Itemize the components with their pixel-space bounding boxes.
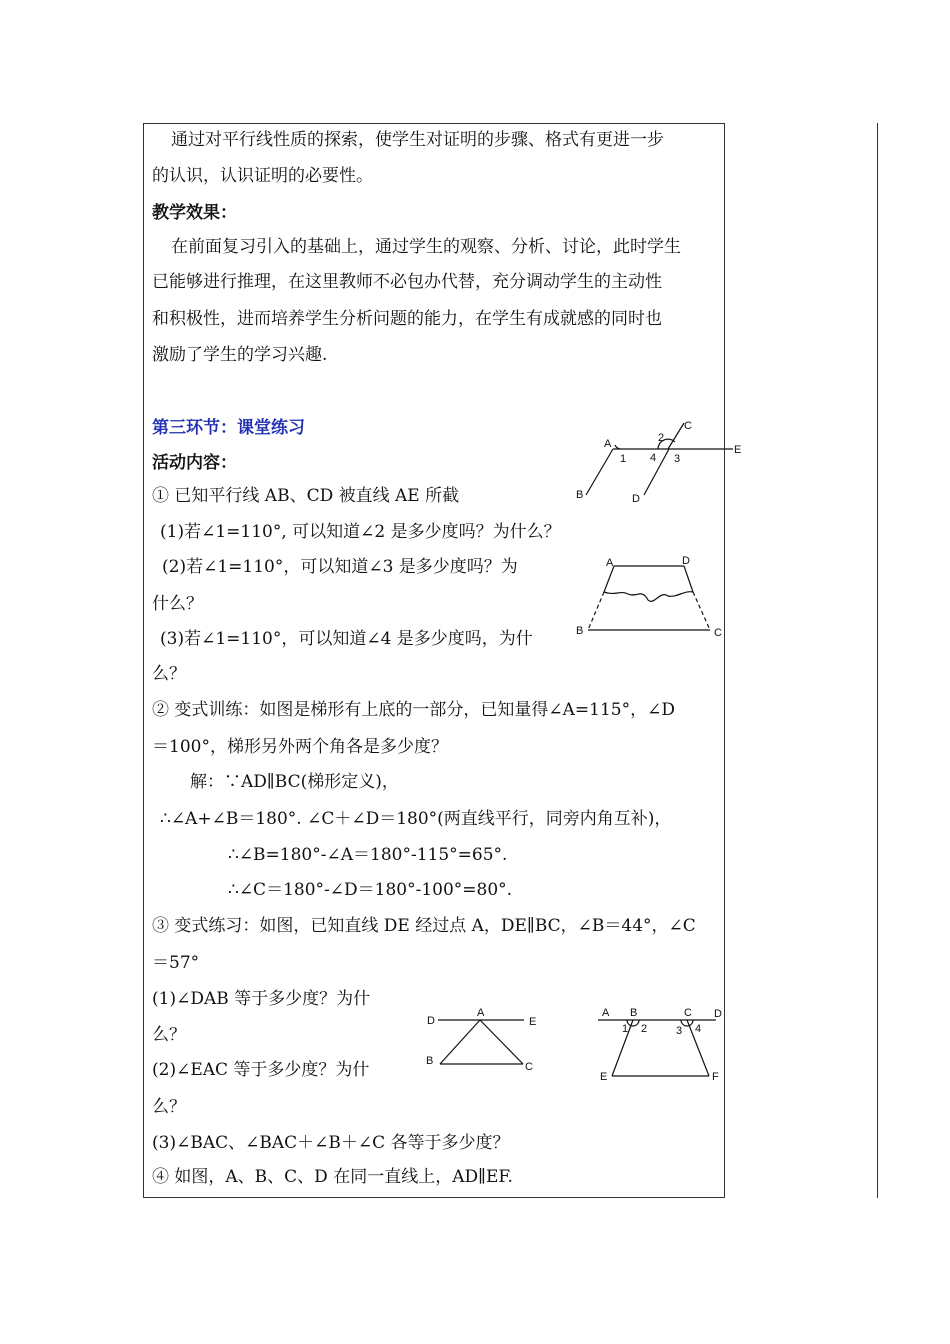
q2-solution2: ∴∠A+∠B＝180°. ∠C＋∠D＝180°(两直线平行，同旁内角互补)， [160,809,672,829]
paragraph1-line1: 通过对平行线性质的探索，使学生对证明的步骤、格式有更进一步 [171,130,664,150]
q2-line1: ② 变式训练：如图是梯形有上底的一部分，已知量得∠A=115°，∠D [152,700,675,720]
fig1-angle-1: 1 [620,453,627,465]
fig4-angle-3: 3 [676,1025,683,1037]
q2-solution3: ∴∠B=180°-∠A＝180°-115°=65°. [228,845,508,865]
fig3-label-B: B [426,1055,434,1067]
fig4-angle-1: 1 [622,1023,629,1035]
paragraph1-line2: 的认识，认识证明的必要性。 [152,166,373,186]
figure-parallel-lines [570,415,750,510]
q4-line1: ④ 如图，A、B、C、D 在同一直线上，AD∥EF. [152,1167,513,1187]
fig4-label-A: A [602,1007,610,1019]
fig4-angle-4: 4 [695,1023,702,1035]
effect-line1: 在前面复习引入的基础上，通过学生的观察、分析、讨论，此时学生 [171,237,681,257]
effect-heading: 教学效果： [152,203,237,223]
fig4-label-D: D [714,1008,722,1020]
fig2-label-C: C [714,627,722,639]
effect-line3: 和积极性，进而培养学生分析问题的能力，在学生有成就感的同时也 [152,309,662,329]
fig2-label-B: B [576,625,584,637]
activity-label: 活动内容： [152,453,237,473]
fig3-label-E: E [529,1016,537,1028]
q3-line2: ＝57° [152,953,200,973]
effect-line4: 激励了学生的学习兴趣. [152,345,328,365]
fig3-label-A: A [477,1007,485,1019]
effect-line2: 已能够进行推理，在这里教师不必包办代替，充分调动学生的主动性 [152,272,662,292]
fig4-label-E: E [600,1071,608,1083]
fig1-angle-3: 3 [674,453,681,465]
fig4-label-B: B [630,1007,638,1019]
fig4-label-C: C [684,1007,692,1019]
fig2-label-A: A [606,557,614,569]
q3-sub3: (3)∠BAC、∠BAC＋∠B＋∠C 各等于多少度？ [152,1133,510,1153]
fig1-label-A: A [604,438,612,450]
q3-sub2-a: (2)∠EAC 等于多少度？为什 [152,1060,370,1080]
fig4-label-F: F [712,1071,719,1083]
q3-sub2-b: 么？ [152,1097,186,1117]
q2-solution1: 解：∵AD∥BC(梯形定义)， [190,772,399,792]
q3-sub1-b: 么？ [152,1025,186,1045]
fig1-label-E: E [734,444,742,456]
q3-line1: ③ 变式练习：如图，已知直线 DE 经过点 A，DE∥BC，∠B＝44°，∠C [152,916,696,936]
q3-sub1-a: (1)∠DAB 等于多少度？为什 [152,989,371,1009]
section-heading: 第三环节：课堂练习 [152,418,305,438]
fig1-label-B: B [576,489,584,501]
q1-sub2-b: 什么？ [152,594,203,614]
q1-sub3-b: 么？ [152,664,186,684]
figure-trapezoid-partial [570,552,730,644]
figure-triangle [420,1002,550,1074]
figure-line-trapezoid [592,1002,732,1088]
q1-sub1: (1)若∠1=110°, 可以知道∠2 是多少度吗？为什么？ [160,522,561,542]
fig3-label-D: D [427,1015,435,1027]
fig1-angle-2: 2 [658,432,665,444]
right-column-border [877,123,878,1198]
fig3-label-C: C [525,1061,533,1073]
q1-intro: ① 已知平行线 AB、CD 被直线 AE 所截 [152,486,460,506]
fig4-angle-2: 2 [641,1023,648,1035]
q1-sub2-a: (2)若∠1=110°，可以知道∠3 是多少度吗？为 [162,557,518,577]
q1-sub3-a: (3)若∠1=110°，可以知道∠4 是多少度吗，为什 [160,629,533,649]
fig1-label-D: D [632,493,640,505]
fig1-angle-4: 4 [650,452,657,464]
fig1-label-C: C [684,420,692,432]
q2-solution4: ∴∠C＝180°-∠D＝180°-100°=80°. [228,880,513,900]
fig2-label-D: D [682,555,690,567]
q2-line2: ＝100°，梯形另外两个角各是多少度？ [152,737,448,757]
